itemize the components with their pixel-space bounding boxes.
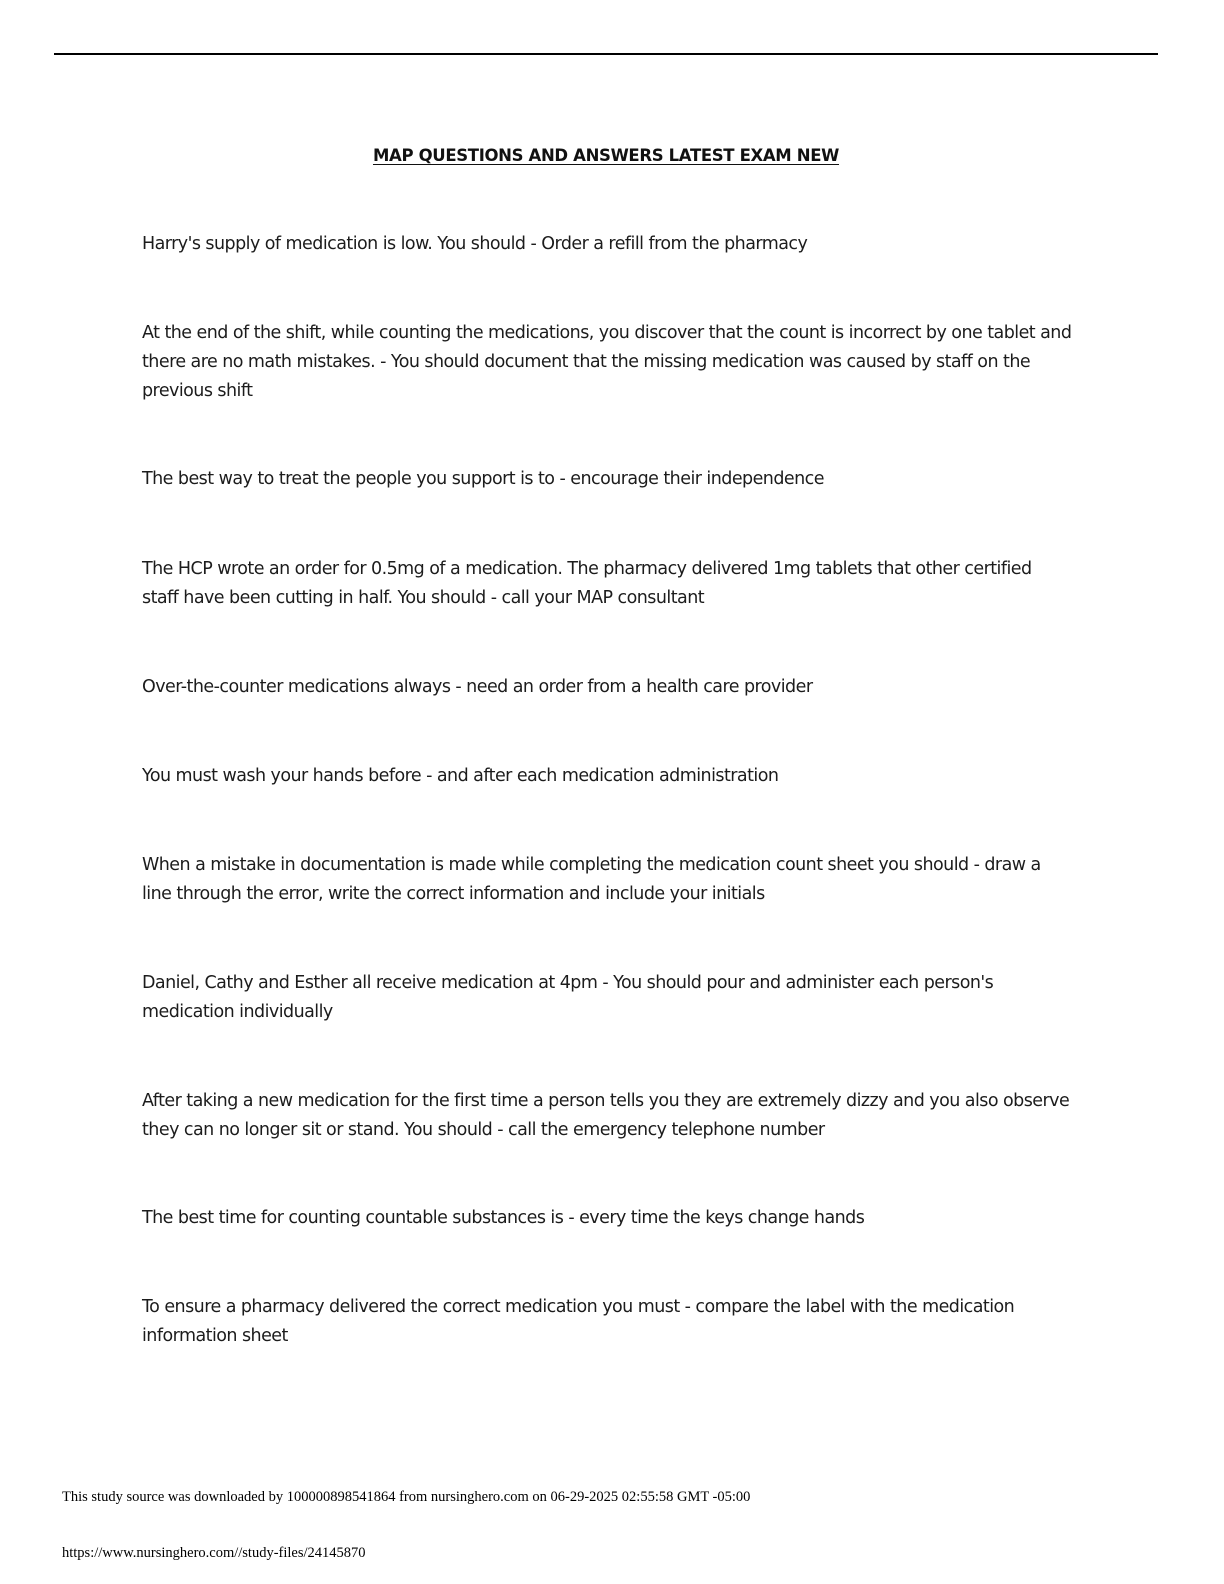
qa-item-2: At the end of the shift, while counting the medications, you discover that the count is incorrect by one tablet and there are no math mistakes. - You should document that the missing medication was caused by staff on the previous shift — [142, 323, 1072, 401]
qa-item-10: The best time for counting countable substances is - every time the keys change hands — [142, 1208, 865, 1228]
page-title: MAP QUESTIONS AND ANSWERS LATEST EXAM NEW — [372, 146, 840, 165]
qa-item-1: Harry's supply of medication is low. You should - Order a refill from the pharmacy — [142, 234, 808, 254]
download-source-note: This study source was downloaded by 100000898541864 from nursinghero.com on 06-29-2025 02:55:58 GMT -05:00 — [62, 1489, 751, 1505]
qa-item-5: Over-the-counter medications always - need an order from a health care provider — [142, 677, 813, 697]
top-divider — [54, 53, 1158, 55]
qa-item-9: After taking a new medication for the first time a person tells you they are extremely dizzy and you also observe they can no longer sit or stand. You should - call the emergency telephone number — [142, 1091, 1070, 1140]
qa-item-7: When a mistake in documentation is made while completing the medication count sheet you should - draw a line through the error, write the correct information and include your initials — [142, 855, 1041, 904]
source-url-link[interactable]: https://www.nursinghero.com//study-files/24145870 — [62, 1545, 366, 1561]
qa-item-3: The best way to treat the people you support is to - encourage their independence — [142, 469, 824, 489]
qa-item-8: Daniel, Cathy and Esther all receive medication at 4pm - You should pour and administer each person's medication individually — [142, 973, 994, 1022]
qa-item-6: You must wash your hands before - and after each medication administration — [142, 766, 779, 786]
qa-item-11: To ensure a pharmacy delivered the correct medication you must - compare the label with the medication information sheet — [142, 1297, 1015, 1346]
qa-item-4: The HCP wrote an order for 0.5mg of a medication. The pharmacy delivered 1mg tablets that other certified staff have been cutting in half. You should - call your MAP consultant — [142, 559, 1032, 608]
